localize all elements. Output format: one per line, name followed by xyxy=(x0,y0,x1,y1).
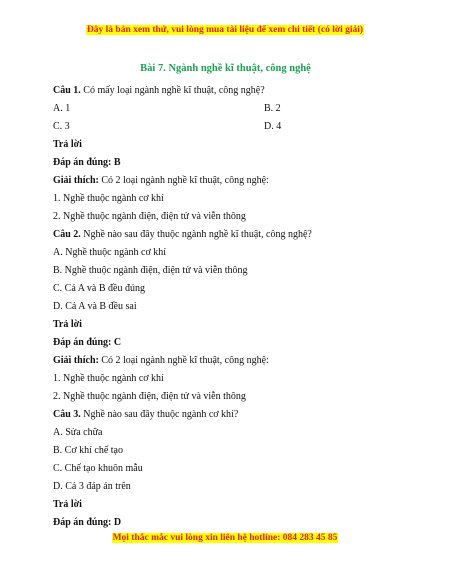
explanation xyxy=(53,352,398,370)
explanation-text: Có 2 loại ngành nghề kĩ thuật, công nghệ: xyxy=(98,175,269,186)
option-d: D. Cả A và B đều sai xyxy=(53,301,137,312)
explanation-item: 2. Nghề thuộc ngành điện, điện tử và viễn thông xyxy=(53,211,246,222)
explanation-label: Giải thích: xyxy=(53,175,99,186)
explanation-item: 1. Nghề thuộc ngành cơ khí xyxy=(53,373,164,384)
answer-heading: Trả lời xyxy=(53,319,82,330)
option-a: A. Sửa chữa xyxy=(53,427,103,438)
question-1 xyxy=(53,82,398,100)
correct-answer: Đáp án đúng: C xyxy=(53,337,122,348)
answer-heading: Trả lời xyxy=(53,139,82,150)
question-1-options-row-2 xyxy=(53,118,398,136)
option-d: D. Cả 3 đáp án trên xyxy=(53,481,131,492)
option-b: B. 2 xyxy=(264,103,281,114)
option-a: A. Nghề thuộc ngành cơ khí xyxy=(53,247,167,258)
question-3-text: Nghề nào sau đây thuộc ngành cơ khí? xyxy=(80,409,239,420)
question-2-text: Nghề nào sau đây thuộc ngành nghề kĩ thuật, công nghệ? xyxy=(80,229,312,240)
correct-answer: Đáp án đúng: B xyxy=(53,157,121,168)
answer-heading: Trả lời xyxy=(53,499,82,510)
question-3 xyxy=(53,406,398,424)
question-1-label: Câu 1. xyxy=(53,85,81,96)
question-3-label: Câu 3. xyxy=(53,409,81,420)
hotline-notice-text: Mọi thắc mắc vui lòng xin liên hệ hotline: 084 283 45 85 xyxy=(112,533,338,543)
option-c: C. Cả A và B đều đúng xyxy=(53,283,145,294)
question-1-options-row-1 xyxy=(53,100,398,118)
explanation-text: Có 2 loại ngành nghề kĩ thuật, công nghệ: xyxy=(98,355,269,366)
option-a: A. 1 xyxy=(53,103,71,114)
question-2-label: Câu 2. xyxy=(53,229,81,240)
correct-answer: Đáp án đúng: D xyxy=(53,517,122,528)
document-body xyxy=(53,60,398,532)
preview-notice xyxy=(0,25,450,35)
question-2 xyxy=(53,226,398,244)
question-1-text: Có mấy loại ngành nghề kĩ thuật, công nghệ? xyxy=(80,85,265,96)
explanation-item: 1. Nghề thuộc ngành cơ khí xyxy=(53,193,164,204)
explanation xyxy=(53,172,398,190)
hotline-notice xyxy=(0,533,450,543)
lesson-title: Bài 7. Ngành nghề kĩ thuật, công nghệ xyxy=(140,63,311,74)
option-b: B. Cơ khí chế tạo xyxy=(53,445,123,456)
option-d: D. 4 xyxy=(264,121,282,132)
explanation-item: 2. Nghề thuộc ngành điện, điện tử và viễn thông xyxy=(53,391,246,402)
option-c: C. Chế tạo khuôn mẫu xyxy=(53,463,143,474)
option-b: B. Nghề thuộc ngành điện, điện tử và viễn thông xyxy=(53,265,248,276)
option-c: C. 3 xyxy=(53,121,70,132)
preview-notice-text: Đây là bản xem thử, vui lòng mua tài liệu để xem chi tiết (có lời giải) xyxy=(86,25,364,35)
explanation-label: Giải thích: xyxy=(53,355,99,366)
